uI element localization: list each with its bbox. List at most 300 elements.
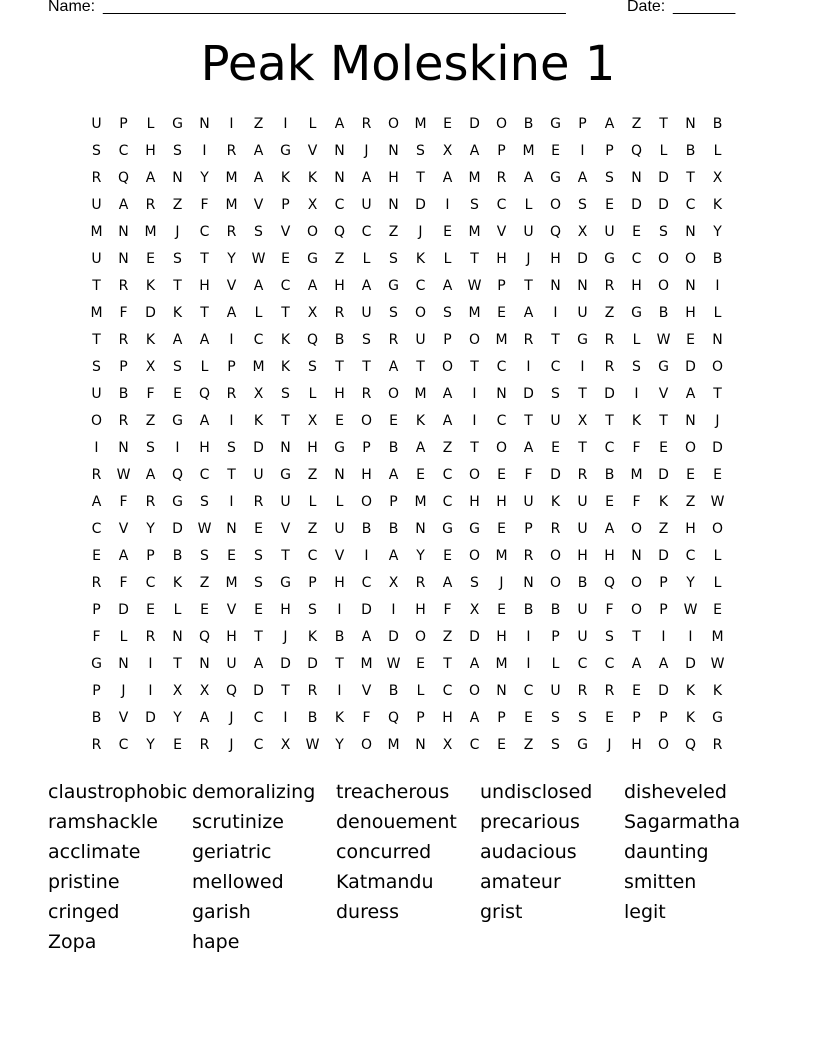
grid-letter: E [551, 440, 560, 456]
grid-letter: X [307, 305, 318, 321]
grid-letter: E [173, 386, 182, 402]
grid-letter: X [442, 143, 453, 159]
grid-letter: R [577, 467, 588, 483]
grid-letter: U [577, 521, 588, 537]
grid-letter: S [92, 143, 101, 159]
grid-letter: U [550, 683, 561, 699]
grid-letter: F [632, 440, 641, 456]
grid-letter: R [226, 386, 237, 402]
grid-letter: Y [713, 224, 722, 240]
grid-letter: C [442, 494, 453, 510]
grid-letter: B [388, 521, 399, 537]
grid-letter: N [415, 737, 426, 753]
grid-letter: T [281, 413, 290, 429]
grid-letter: E [497, 305, 506, 321]
grid-letter: Z [145, 413, 156, 429]
grid-letter: E [497, 737, 506, 753]
grid-letter: N [415, 521, 426, 537]
grid-letter: O [630, 602, 643, 618]
grid-letter: U [226, 656, 237, 672]
grid-letter: Q [387, 710, 400, 726]
grid-letter: I [580, 359, 585, 375]
grid-letter: B [172, 548, 183, 564]
grid-letter: K [550, 494, 561, 510]
grid-letter: H [415, 602, 426, 618]
grid-letter: T [470, 440, 479, 456]
grid-letter: A [307, 278, 318, 294]
grid-letter: Z [658, 521, 669, 537]
grid-letter: I [472, 413, 477, 429]
grid-letter: U [577, 629, 588, 645]
grid-letter: N [388, 197, 399, 213]
grid-letter: B [685, 143, 696, 159]
grid-letter: R [361, 116, 372, 132]
grid-letter: N [631, 548, 642, 564]
word-list-item: amateur [480, 871, 561, 893]
grid-letter: W [305, 737, 320, 753]
grid-letter: N [226, 521, 237, 537]
grid-letter: I [283, 116, 288, 132]
word-list-item: Zopa [48, 931, 97, 953]
grid-letter: G [577, 332, 588, 348]
grid-letter: R [604, 332, 615, 348]
grid-letter: R [550, 521, 561, 537]
grid-letter: V [118, 521, 129, 537]
word-list-item: scrutinize [192, 811, 284, 833]
grid-letter: W [710, 656, 725, 672]
grid-letter: Y [686, 575, 695, 591]
grid-letter: G [280, 143, 291, 159]
grid-letter: D [604, 386, 615, 402]
grid-letter: B [307, 710, 318, 726]
grid-letter: K [415, 413, 426, 429]
grid-letter: I [202, 143, 207, 159]
grid-letter: E [632, 683, 641, 699]
grid-letter: C [523, 683, 534, 699]
grid-letter: P [578, 116, 587, 132]
grid-letter: Y [146, 521, 155, 537]
grid-letter: S [173, 251, 182, 267]
grid-letter: C [280, 278, 291, 294]
grid-letter: I [94, 440, 99, 456]
grid-letter: P [497, 143, 506, 159]
word-list-item: precarious [480, 811, 580, 833]
grid-letter: H [685, 521, 696, 537]
grid-letter: A [253, 278, 264, 294]
grid-letter: S [254, 224, 263, 240]
grid-letter: H [334, 575, 345, 591]
grid-letter: E [227, 548, 236, 564]
grid-letter: A [253, 656, 264, 672]
grid-letter: Y [146, 737, 155, 753]
word-list-item: smitten [624, 871, 697, 893]
grid-letter: S [551, 710, 560, 726]
grid-letter: P [119, 116, 128, 132]
grid-letter: D [415, 197, 426, 213]
grid-letter: S [551, 737, 560, 753]
grid-letter: D [253, 440, 264, 456]
grid-letter: F [119, 494, 128, 510]
grid-letter: E [146, 251, 155, 267]
grid-letter: E [443, 224, 452, 240]
grid-letter: P [281, 197, 290, 213]
grid-letter: X [253, 386, 264, 402]
grid-letter: V [658, 386, 669, 402]
grid-letter: L [416, 683, 425, 699]
grid-letter: C [253, 710, 264, 726]
grid-letter: P [389, 494, 398, 510]
grid-letter: Q [306, 332, 319, 348]
grid-letter: B [577, 575, 588, 591]
grid-letter: H [145, 143, 156, 159]
grid-letter: C [361, 224, 372, 240]
grid-letter: V [361, 683, 372, 699]
grid-letter: C [442, 683, 453, 699]
grid-letter: S [173, 143, 182, 159]
grid-letter: C [415, 278, 426, 294]
grid-letter: X [577, 224, 588, 240]
grid-letter: K [631, 413, 642, 429]
grid-letter: S [551, 386, 560, 402]
grid-letter: C [496, 359, 507, 375]
word-list-item: audacious [480, 841, 577, 863]
grid-letter: A [145, 467, 156, 483]
grid-letter: C [577, 656, 588, 672]
grid-letter: R [523, 548, 534, 564]
grid-letter: Q [198, 629, 211, 645]
grid-letter: F [119, 305, 128, 321]
grid-letter: S [443, 305, 452, 321]
grid-letter: N [199, 656, 210, 672]
grid-letter: T [470, 251, 479, 267]
grid-letter: H [496, 629, 507, 645]
grid-letter: T [524, 278, 533, 294]
grid-letter: O [657, 278, 670, 294]
grid-letter: A [523, 440, 534, 456]
grid-letter: B [712, 251, 723, 267]
grid-letter: N [685, 278, 696, 294]
grid-letter: R [604, 683, 615, 699]
grid-letter: J [121, 683, 126, 699]
grid-letter: A [145, 170, 156, 186]
grid-letter: N [523, 575, 534, 591]
grid-letter: G [550, 170, 561, 186]
grid-letter: K [307, 170, 318, 186]
grid-letter: S [605, 170, 614, 186]
grid-letter: S [605, 629, 614, 645]
grid-letter: P [308, 575, 317, 591]
word-list-item: disheveled [624, 781, 727, 803]
grid-letter: L [443, 251, 452, 267]
grid-letter: W [251, 251, 266, 267]
grid-letter: T [173, 278, 182, 294]
grid-letter: E [146, 602, 155, 618]
grid-letter: I [283, 710, 288, 726]
grid-letter: K [172, 305, 183, 321]
grid-letter: C [118, 143, 129, 159]
grid-letter: G [388, 278, 399, 294]
word-list-item: daunting [624, 841, 709, 863]
grid-letter: X [307, 197, 318, 213]
grid-letter: N [118, 251, 129, 267]
grid-letter: U [253, 467, 264, 483]
grid-letter: N [118, 224, 129, 240]
grid-letter: L [308, 116, 317, 132]
grid-letter: H [199, 440, 210, 456]
grid-letter: D [118, 602, 129, 618]
grid-letter: W [116, 467, 131, 483]
grid-letter: J [607, 737, 612, 753]
grid-letter: E [605, 197, 614, 213]
grid-letter: L [551, 656, 560, 672]
grid-letter: S [146, 440, 155, 456]
grid-letter: H [577, 548, 588, 564]
grid-letter: G [91, 656, 102, 672]
grid-letter: I [445, 197, 450, 213]
grid-letter: R [118, 278, 129, 294]
grid-letter: N [577, 278, 588, 294]
grid-letter: T [335, 359, 344, 375]
grid-letter: L [362, 251, 371, 267]
grid-letter: A [334, 116, 345, 132]
grid-letter: Z [442, 440, 453, 456]
grid-letter: G [658, 359, 669, 375]
grid-letter: G [280, 575, 291, 591]
word-list-item: treacherous [336, 781, 450, 803]
grid-letter: K [145, 332, 156, 348]
grid-letter: E [686, 332, 695, 348]
word-list-item: mellowed [192, 871, 284, 893]
grid-letter: K [658, 494, 669, 510]
grid-letter: D [469, 116, 480, 132]
grid-letter: F [119, 575, 128, 591]
grid-letter: V [280, 224, 291, 240]
grid-letter: U [280, 494, 291, 510]
grid-letter: A [523, 305, 534, 321]
grid-letter: D [685, 359, 696, 375]
grid-letter: Q [603, 575, 616, 591]
grid-letter: T [92, 278, 101, 294]
grid-letter: C [469, 737, 480, 753]
grid-letter: S [470, 197, 479, 213]
grid-letter: U [361, 197, 372, 213]
grid-letter: D [253, 683, 264, 699]
grid-letter: N [685, 413, 696, 429]
grid-letter: N [550, 278, 561, 294]
grid-letter: X [577, 413, 588, 429]
grid-letter: P [659, 710, 668, 726]
grid-letter: I [526, 629, 531, 645]
word-list-item: grist [480, 901, 523, 923]
grid-letter: L [713, 305, 722, 321]
grid-letter: I [229, 116, 234, 132]
grid-letter: A [442, 575, 453, 591]
grid-letter: B [361, 521, 372, 537]
grid-letter: H [442, 710, 453, 726]
grid-letter: E [335, 413, 344, 429]
grid-letter: O [495, 440, 508, 456]
word-list [48, 777, 768, 957]
grid-letter: S [416, 143, 425, 159]
grid-letter: H [226, 629, 237, 645]
grid-letter: C [604, 656, 615, 672]
grid-letter: T [524, 413, 533, 429]
grid-letter: E [254, 602, 263, 618]
grid-letter: O [468, 683, 481, 699]
grid-letter: N [172, 170, 183, 186]
grid-letter: S [200, 548, 209, 564]
grid-letter: E [497, 602, 506, 618]
grid-letter: N [334, 170, 345, 186]
word-list-item: ramshackle [48, 811, 158, 833]
grid-letter: B [523, 602, 534, 618]
grid-letter: H [631, 278, 642, 294]
grid-letter: K [685, 683, 696, 699]
grid-letter: D [631, 197, 642, 213]
grid-letter: S [659, 224, 668, 240]
grid-letter: A [469, 656, 480, 672]
grid-letter: U [523, 224, 534, 240]
grid-letter: G [280, 467, 291, 483]
grid-letter: D [712, 440, 723, 456]
grid-letter: J [526, 251, 531, 267]
grid-letter: H [631, 737, 642, 753]
grid-letter: Y [416, 548, 425, 564]
grid-letter: F [443, 602, 452, 618]
grid-letter: E [443, 116, 452, 132]
grid-letter: R [145, 197, 156, 213]
grid-letter: R [118, 413, 129, 429]
grid-letter: R [604, 278, 615, 294]
grid-letter: N [334, 143, 345, 159]
grid-letter: M [495, 548, 508, 564]
grid-letter: L [308, 494, 317, 510]
grid-letter: O [414, 305, 427, 321]
grid-letter: M [225, 197, 238, 213]
grid-letter: S [362, 332, 371, 348]
grid-letter: E [281, 251, 290, 267]
word-list-item: geriatric [192, 841, 272, 863]
grid-letter: S [308, 602, 317, 618]
grid-letter: N [712, 332, 723, 348]
grid-letter: X [172, 683, 183, 699]
grid-letter: I [526, 359, 531, 375]
grid-letter: P [92, 683, 101, 699]
grid-letter: H [550, 251, 561, 267]
grid-letter: G [712, 710, 723, 726]
grid-letter: I [229, 494, 234, 510]
grid-letter: M [522, 143, 535, 159]
grid-letter: O [468, 332, 481, 348]
grid-letter: E [551, 143, 560, 159]
grid-letter: X [307, 413, 318, 429]
grid-letter: S [470, 575, 479, 591]
grid-letter: A [442, 386, 453, 402]
grid-letter: L [659, 143, 668, 159]
grid-letter: R [712, 737, 723, 753]
grid-letter: S [254, 575, 263, 591]
grid-letter: A [253, 143, 264, 159]
grid-letter: J [229, 737, 234, 753]
grid-letter: O [657, 251, 670, 267]
grid-letter: O [711, 359, 724, 375]
grid-letter: L [308, 386, 317, 402]
grid-letter: Q [171, 467, 184, 483]
grid-letter: F [146, 386, 155, 402]
grid-letter: E [389, 413, 398, 429]
grid-letter: U [361, 305, 372, 321]
grid-letter: S [632, 359, 641, 375]
grid-letter: N [199, 116, 210, 132]
grid-letter: D [658, 548, 669, 564]
grid-letter: A [631, 656, 642, 672]
grid-letter: A [199, 332, 210, 348]
grid-letter: P [119, 359, 128, 375]
grid-letter: L [146, 116, 155, 132]
grid-letter: I [553, 305, 558, 321]
grid-letter: I [148, 656, 153, 672]
grid-letter: O [630, 521, 643, 537]
grid-letter: H [334, 278, 345, 294]
grid-letter: P [551, 629, 560, 645]
grid-letter: E [200, 602, 209, 618]
grid-letter: X [712, 170, 723, 186]
grid-letter: I [148, 683, 153, 699]
grid-letter: N [631, 170, 642, 186]
grid-letter: E [497, 521, 506, 537]
word-list-item: demoralizing [192, 781, 316, 803]
grid-letter: O [684, 251, 697, 267]
grid-letter: V [334, 548, 345, 564]
grid-letter: I [337, 602, 342, 618]
grid-letter: D [658, 683, 669, 699]
grid-letter: C [631, 251, 642, 267]
grid-letter: C [253, 332, 264, 348]
grid-letter: D [550, 467, 561, 483]
grid-letter: K [280, 359, 291, 375]
grid-letter: M [495, 656, 508, 672]
grid-letter: S [173, 359, 182, 375]
grid-letter: Z [523, 737, 534, 753]
grid-letter: P [524, 521, 533, 537]
grid-letter: W [683, 602, 698, 618]
grid-letter: P [497, 710, 506, 726]
grid-letter: D [145, 305, 156, 321]
grid-letter: C [199, 467, 210, 483]
grid-letter: K [145, 278, 156, 294]
grid-letter: S [578, 197, 587, 213]
grid-letter: A [199, 710, 210, 726]
grid-letter: A [685, 386, 696, 402]
grid-letter: O [711, 521, 724, 537]
grid-letter: U [577, 494, 588, 510]
grid-letter: L [200, 359, 209, 375]
grid-letter: T [578, 440, 587, 456]
grid-letter: R [226, 143, 237, 159]
grid-letter: A [361, 170, 372, 186]
grid-letter: T [335, 656, 344, 672]
grid-letter: A [604, 521, 615, 537]
grid-letter: H [307, 440, 318, 456]
grid-letter: Q [684, 737, 697, 753]
grid-letter: G [631, 305, 642, 321]
grid-letter: M [252, 359, 265, 375]
grid-letter: X [469, 602, 480, 618]
grid-letter: M [225, 170, 238, 186]
grid-letter: B [388, 440, 399, 456]
grid-letter: O [549, 548, 562, 564]
grid-letter: M [468, 170, 481, 186]
